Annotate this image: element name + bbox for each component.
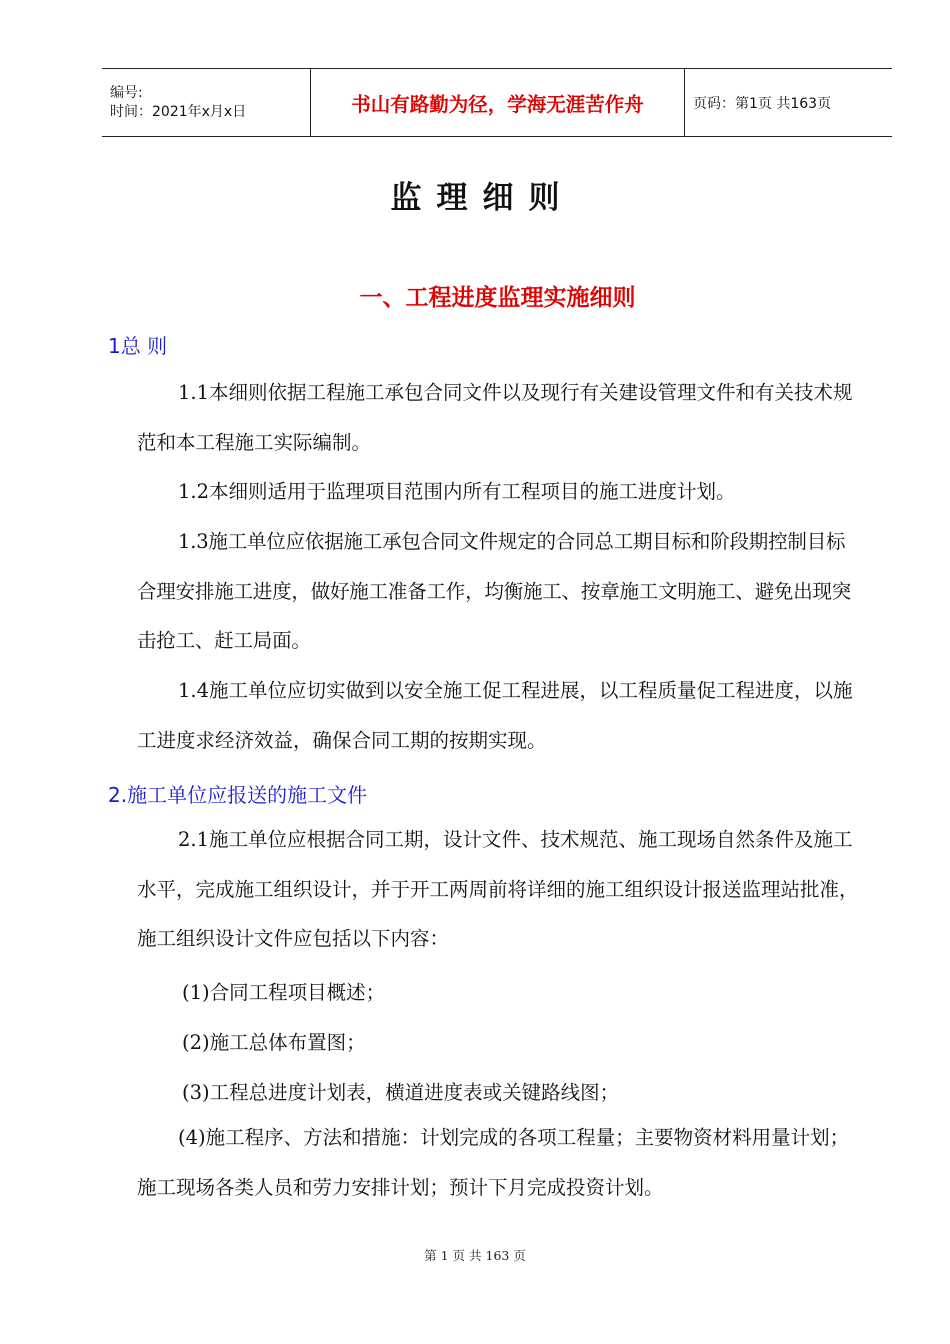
heading-documents: 2.施工单位应报送的施工文件 xyxy=(108,783,368,807)
paragraph-1-4: 1.4施工单位应切实做到以安全施工促工程进展，以工程质量促工程进度，以施工进度求经济效益，确保合同工期的按期实现。 xyxy=(137,679,853,752)
page-code: 页码：第1页 共163页 xyxy=(693,95,832,112)
date-label: 时间：2021年x月x日 xyxy=(110,103,247,120)
list-item: (1)合同工程项目概述； xyxy=(182,981,386,1004)
paragraph-2-1: 2.1施工单位应根据合同工期，设计文件、技术规范、施工现场自然条件及施工水平，完成施工组织设计，并于开工两周前将详细的施工组织设计报送监理站批准，施工组织设计文件应包括以下内容： xyxy=(137,828,859,950)
page-footer: 第 1 页 共 163 页 xyxy=(424,1248,526,1263)
paragraph-1-2: 1.2本细则适用于监理项目范围内所有工程项目的施工进度计划。 xyxy=(178,480,736,503)
paragraph-1-3: 1.3施工单位应依据施工承包合同文件规定的合同总工期目标和阶段期控制目标合理安排施工进度，做好施工准备工作，均衡施工、按章施工文明施工、避免出现突击抢工、赶工局面。 xyxy=(137,530,852,652)
header-motto-cell xyxy=(311,69,685,136)
serial-label: 编号: xyxy=(110,84,143,101)
heading-general: 1总 则 xyxy=(108,334,168,358)
section-title: 一、工程进度监理实施细则 xyxy=(359,285,636,311)
paragraph-1-1: 1.1本细则依据工程施工承包合同文件以及现行有关建设管理文件和有关技术规范和本工程施工实际编制。 xyxy=(137,381,853,454)
page-header xyxy=(102,68,892,137)
header-meta xyxy=(102,69,311,136)
list-item: (2)施工总体布置图； xyxy=(182,1031,366,1054)
document-title: 监理细则 xyxy=(390,180,575,216)
motto: 书山有路勤为径，学海无涯苦作舟 xyxy=(351,92,644,116)
paragraph-2-1-4: (4)施工程序、方法和措施：计划完成的各项工程量；主要物资材料用量计划；施工现场各类人员和劳力安排计划；预计下月完成投资计划。 xyxy=(137,1126,850,1199)
list-item: (3)工程总进度计划表，横道进度表或关键路线图； xyxy=(182,1081,620,1104)
header-page-code-cell xyxy=(685,69,892,136)
